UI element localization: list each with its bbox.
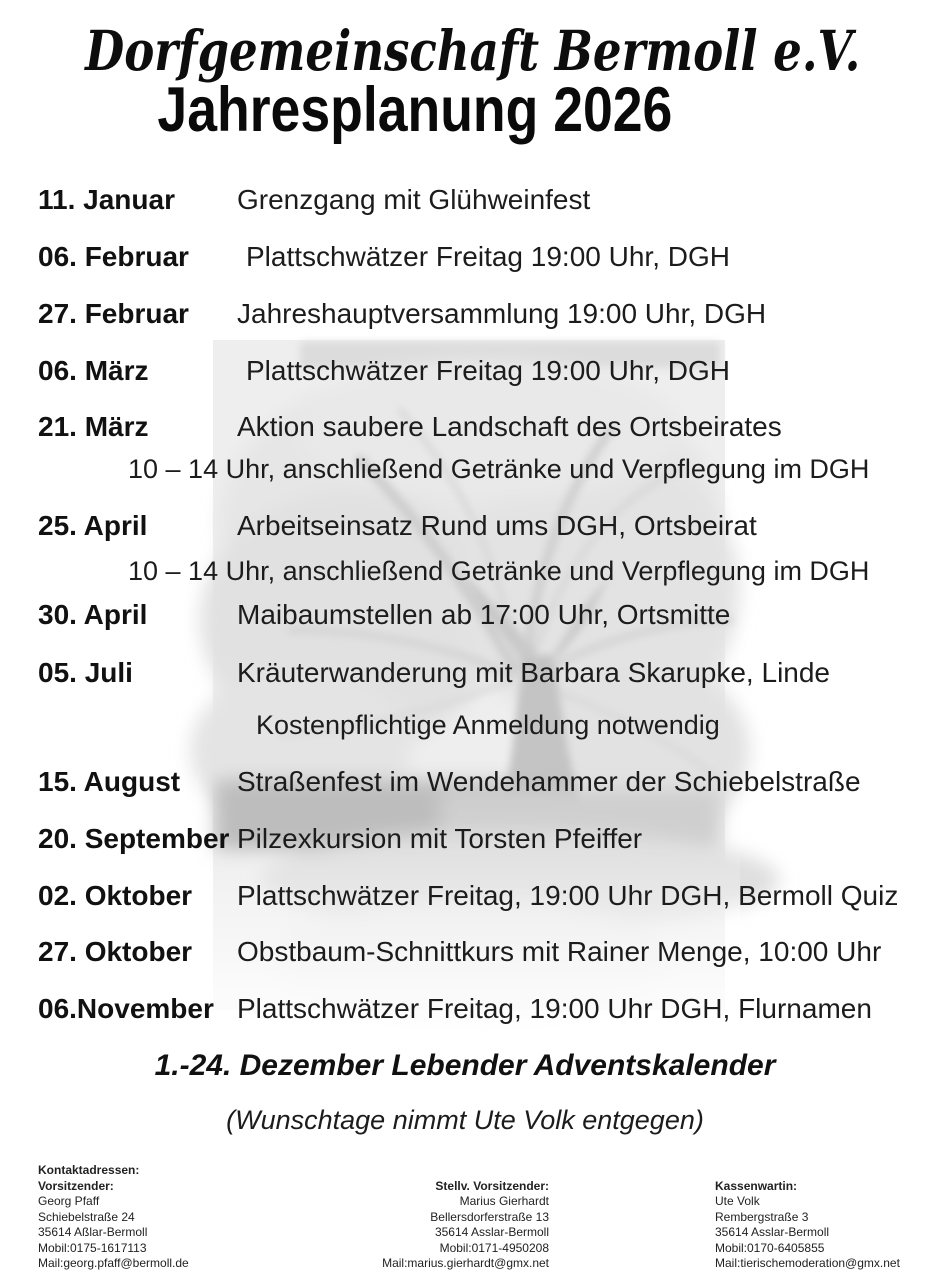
contact-line: Mail:tierischemoderation@gmx.net [715,1256,900,1270]
contact-line: 35614 Asslar-Bermoll [715,1225,830,1239]
contact-line: Mobil:0170-6405855 [715,1240,825,1255]
event-date: 20. September [38,823,230,854]
event-row [38,410,898,444]
event-note: Kostenpflichtige Anmeldung notwendig [256,710,720,740]
event-text: Plattschwätzer Freitag 19:00 Uhr, DGH [246,355,730,386]
contact-line: Ute Volk [715,1194,760,1208]
contact-line: Bellersdorferstraße 13 [430,1209,549,1224]
event-date: 06. März [38,355,149,386]
event-date: 05. Juli [38,657,133,688]
contact-treasurer [715,1163,920,1272]
event-text: Arbeitseinsatz Rund ums DGH, Ortsbeirat [237,510,757,541]
contact-line: Mobil:0171-4950208 [439,1240,549,1255]
org-title-text: Dorfgemeinschaft Bermoll e.V. [85,18,861,83]
contact-line: Mobil:0175-1617113 [38,1240,147,1255]
december-subline: (Wunschtage nimmt Ute Volk entgegen) [226,1105,704,1135]
event-note: 10 – 14 Uhr, anschließend Getränke und Verpflegung im DGH [128,454,870,484]
event-text: Kräuterwanderung mit Barbara Skarupke, Linde [237,657,831,688]
contact-chairman [38,1163,308,1272]
event-date: 15. August [38,766,181,797]
event-note: 10 – 14 Uhr, anschließend Getränke und Verpflegung im DGH [128,556,870,586]
event-text: Aktion saubere Landschaft des Ortsbeirates [237,411,782,442]
event-date: 30. April [38,599,148,630]
contacts-heading: Kontaktadressen: [38,1163,140,1177]
event-row [38,240,898,274]
contact-line: 35614 Asslar-Bermoll [434,1225,549,1239]
event-row [38,509,898,543]
event-row [38,656,898,690]
event-text: Straßenfest im Wendehammer der Schiebelstraße [237,766,861,797]
contact-line: Marius Gierhardt [459,1194,549,1208]
contact-line: Schiebelstraße 24 [38,1209,135,1224]
december-headline: 1.-24. Dezember Lebender Adventskalender [154,1049,776,1082]
page-title-text: Jahresplanung 2026 [157,75,673,145]
event-row [38,354,898,388]
contact-line: Mail:georg.pfaff@bermoll.de [38,1256,189,1270]
event-text: Grenzgang mit Glühweinfest [237,184,591,215]
event-date: 27. Februar [38,298,189,329]
event-row [38,992,898,1026]
event-date: 21. März [38,411,149,442]
event-row [38,765,898,799]
event-text: Maibaumstellen ab 17:00 Uhr, Ortsmitte [237,599,731,630]
event-date: 06. Februar [38,241,189,272]
contact-line: 35614 Aßlar-Bermoll [38,1225,148,1239]
event-date: 02. Oktober [38,880,193,911]
contact-role: Stellv. Vorsitzender: [435,1178,549,1193]
contact-line: Rembergstraße 3 [715,1209,809,1224]
event-row [38,598,898,632]
event-text: Jahreshauptversammlung 19:00 Uhr, DGH [237,298,767,329]
event-text: Plattschwätzer Freitag, 19:00 Uhr DGH, Bermoll Quiz [237,880,899,911]
event-date: 11. Januar [38,184,175,215]
event-date: 06.November [38,993,214,1024]
event-row [38,297,898,331]
event-text: Plattschwätzer Freitag 19:00 Uhr, DGH [246,241,730,272]
event-date: 25. April [38,510,148,541]
contact-line: Georg Pfaff [38,1194,100,1208]
contact-role: Kassenwartin: [715,1178,798,1193]
contact-role: Vorsitzender: [38,1178,114,1193]
contact-deputy-chairman [320,1163,549,1272]
event-row [38,183,898,217]
page-title [0,74,830,146]
event-row [38,879,898,913]
event-text: Obstbaum-Schnittkurs mit Rainer Menge, 10:00 Uhr [237,936,882,967]
event-text: Pilzexkursion mit Torsten Pfeiffer [237,823,643,854]
event-row [38,822,898,856]
contact-line: Mail:marius.gierhardt@gmx.net [382,1256,549,1270]
event-text: Plattschwätzer Freitag, 19:00 Uhr DGH, Flurnamen [237,993,872,1024]
event-date: 27. Oktober [38,936,193,967]
event-row [38,935,898,969]
